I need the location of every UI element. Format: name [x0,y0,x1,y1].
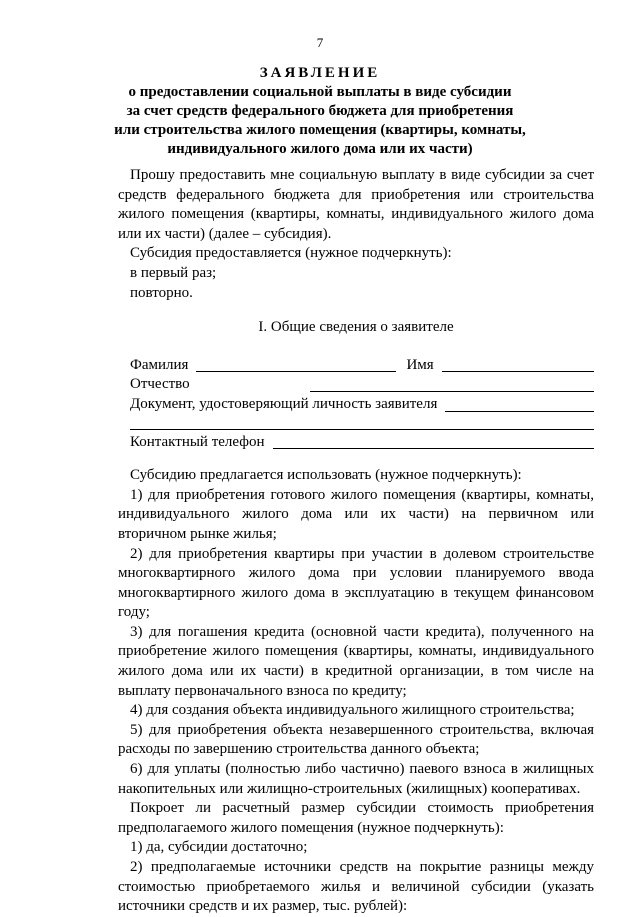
usage-item-2[interactable]: 2) для приобретения квартиры при участии в долевом строительстве многоквартирного жилого дома при условии планируемого ввода многоквартирного жилого дома в эксплуатацию в текущем финансовом году; [118,545,594,621]
surname-label: Фамилия [130,356,189,373]
page-number: 7 [316,35,324,50]
phone-row [118,433,594,453]
title-line-4: или строительства жилого помещения (квартиры, комнаты, [114,122,526,138]
document-field-continued[interactable] [130,415,594,430]
title-heading: ЗАЯВЛЕНИЕ [259,65,381,81]
patronymic-field[interactable] [310,377,594,392]
name-label: Имя [406,356,434,373]
usage-item-6[interactable]: 6) для уплаты (полностью либо частично) паевого взноса в жилищных накопительных или жилищно-строительных (жилищных) кооперативах. [118,761,594,797]
surname-field[interactable] [196,357,396,372]
title-line-3: за счет средств федерального бюджета для приобретения [126,103,514,119]
coverage-option-1[interactable]: 1) да, субсидии достаточно; [130,839,308,856]
usage-item-5[interactable]: 5) для приобретения объекта незавершенного строительства, включая расходы по завершению строительства данного объекта; [118,721,594,758]
title-line-5: индивидуального жилого дома или их части) [167,141,473,157]
phone-label: Контактный телефон [130,433,265,450]
document-field[interactable] [445,397,594,412]
coverage-option-2[interactable]: 2) предполагаемые источники средств на покрытие разницы между стоимостью приобретаемого жилья и величиной субсидии (указать источники средств и их размер, тыс. рублей): [118,859,594,915]
document-row-continued [118,415,594,433]
document-label: Документ, удостоверяющий личность заявителя [130,395,438,412]
document-body [118,166,594,917]
patronymic-row [118,375,594,395]
name-field[interactable] [442,357,594,372]
usage-item-4[interactable]: 4) для создания объекта индивидуального жилищного строительства; [130,702,575,719]
granted-paragraph: Субсидия предоставляется (нужное подчеркнуть): [130,245,452,262]
phone-field[interactable] [273,434,595,449]
patronymic-label: Отчество [130,376,190,393]
request-paragraph: Прошу предоставить мне социальную выплату в виде субсидии за счет средств федерального бюджета для приобретения или строительства жилого помещения (квартиры, комнаты, индивидуального жилого дома или их части) (далее – субсидия). [118,167,594,242]
option-first-time[interactable]: в первый раз; [130,264,217,281]
section-heading: I. Общие сведения о заявителе [258,319,454,336]
usage-item-1[interactable]: 1) для приобретения готового жилого помещения (квартиры, комнаты, индивидуального жилого дома или их части) на первичном или вторичном рынке жилья; [118,486,594,542]
coverage-question: Покроет ли расчетный размер субсидии стоимость приобретения предполагаемого жилого помещения (нужное подчеркнуть): [118,800,594,836]
surname-name-row [118,356,594,376]
title-line-2: о предоставлении социальной выплаты в виде субсидии [128,84,512,100]
usage-intro: Субсидию предлагается использовать (нужное подчеркнуть): [130,467,522,484]
option-repeat[interactable]: повторно. [130,284,193,301]
document-title [0,64,640,159]
usage-item-3[interactable]: 3) для погашения кредита (основной части кредита), полученного на приобретение жилого помещения (квартиры, комнаты, индивидуального жилого дома или их части) в кредитной организации, в том числе на выплату первоначального взноса по кредиту; [118,623,594,699]
document-row [118,395,594,415]
